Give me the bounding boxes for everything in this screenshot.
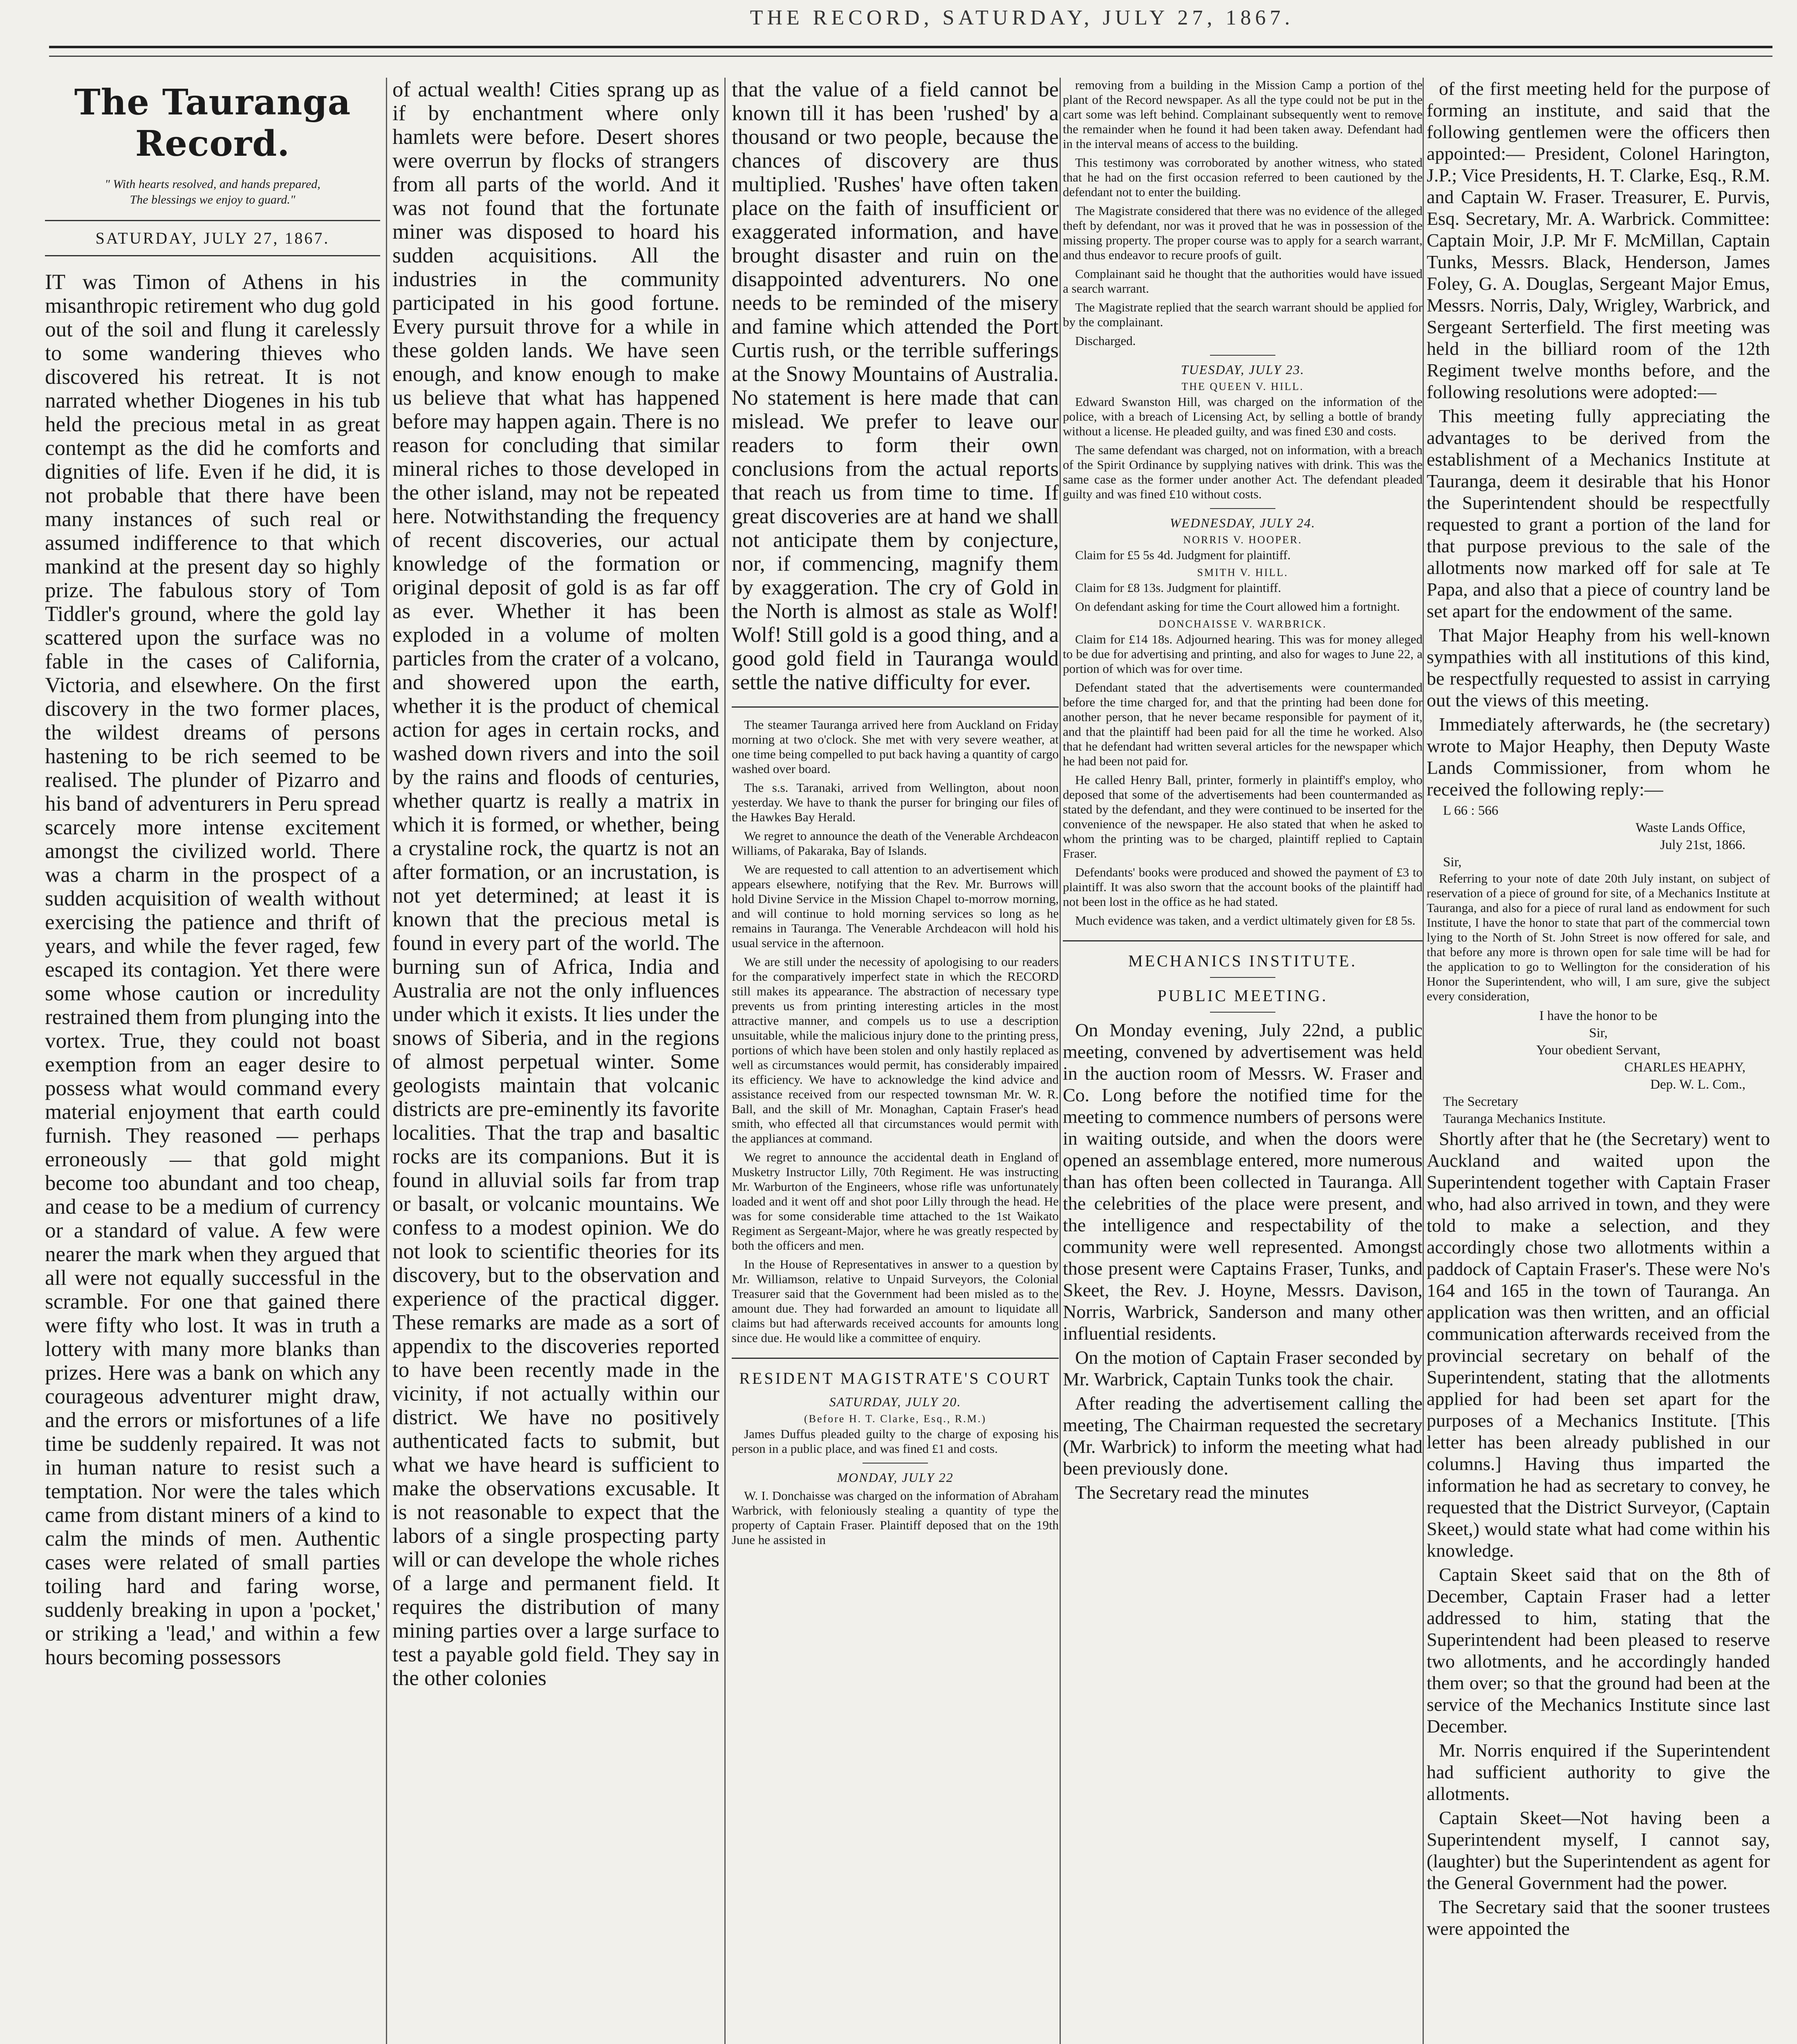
letter-sir: Sir, xyxy=(1589,1026,1608,1040)
court-paragraph: The Magistrate considered that there was no evidence of the alleged theft by defendant, nor was it proved that he was in possession of the missing property. The proper course was to apply for a search warrant, and thus endeavor to recure proofs of guilt. xyxy=(1063,204,1423,262)
case-title: SMITH V. HILL. xyxy=(1197,567,1288,578)
top-rule xyxy=(49,46,1772,57)
court-paragraph: Claim for £5 5s 4d. Judgment for plaintiff. xyxy=(1075,548,1291,562)
court-paragraph: Defendants' books were produced and showed the payment of £3 to plaintiff. It was also sworn that the account books of the plaintiff had not been lost in the office as he had stated. xyxy=(1063,865,1423,909)
news-item: We are requested to call attention to an advertisement which appears elsewhere, notifying that the Rev. Mr. Burrows will hold Divine Service in the Mission Chapel to-morrow morning, and will continue to hold morning services so long as he remains in Tauranga. The Venerable Archdeacon will hold his usual service in the afternoon. xyxy=(732,862,1059,950)
court-case: James Duffus pleaded guilty to the charge of exposing his person in a public place, and was fined £1 and costs. xyxy=(732,1427,1059,1456)
mechanics-heading: MECHANICS INSTITUTE. xyxy=(1128,952,1357,970)
news-item: In the House of Representatives in answer to a question by Mr. Williamson, relative to Unpaid Surveyors, the Colonial Treasurer said that the Government had been misled as to the amount due. They had forwarded an amount to liquidate all claims but had afterwards received accounts for amounts long since due. He would like a committee of enquiry. xyxy=(732,1257,1059,1345)
letter-date: July 21st, 1866. xyxy=(1660,838,1745,852)
court-date: SATURDAY, JULY 20. xyxy=(829,1394,961,1409)
section-rule xyxy=(732,1358,1059,1359)
editorial-paragraph: IT was Timon of Athens in his misanthropic retirement who dug gold out of the soil and flung it carelessly to some wandering thieves who discovered his retreat. It is not narrated whether Diogenes in his tub held the precious metal in as great contempt as the did he comforts and dignities of life. Even if he did, it is not probable that there have been many instances of such real or assumed indifference to that which mankind at the present day so highly prize. The fabulous story of Tom Tiddler's ground, where the gold lay scattered upon the surface was no fable in the cases of California, Victoria, and elsewhere. On the first discovery in the two former places, the wildest dreams of persons hastening to be rich seemed to be realised. The plunder of Pizarro and his band of adventurers in Peru spread scarcely more intense excitement amongst the civilized world. There was a charm in the prospect of a sudden acquisition of wealth without exercising the patience and thrift of years, and while the fever raged, few escaped its contagion. Yet there were some whose caution or incredulity restrained them from plunging into the vortex. True, they could not boast exemption from an eager desire to possess what would command every material enjoyment that earth could furnish. They reasoned — perhaps erroneously — that gold might become too abundant and too cheap, and cease to be a medium of currency or a standard of value. A few were nearer the mark when they argued that all were not equally successful in the scramble. For one that gained there were fifty who lost. It was in truth a lottery with many more blanks than prizes. Here was a bank on which any courageous adventurer might draw, and the errors or misfortunes of a life time be suddenly repaired. It was not in human nature to resist such a temptation. Nor were the tales which came from distant miners of a kind to calm the minds of men. Authentic cases were related of small parties toiling hard and faring worse, suddenly breaking in upon a 'pocket,' or striking a 'lead,' and within a few hours becoming possessors xyxy=(45,270,380,1669)
motto-line: The blessings we enjoy to guard." xyxy=(130,193,296,206)
court-paragraph: This testimony was corroborated by another witness, who stated that he had on the first occasion referred to been cautioned by the defendant not to enter the building. xyxy=(1063,155,1423,199)
court-paragraph: Claim for £8 13s. Judgment for plaintiff. xyxy=(1075,580,1281,595)
short-rule xyxy=(1210,977,1275,978)
court-paragraph: Claim for £14 18s. Adjourned hearing. This was for money alleged to be due for advertising and printing, and also for wages to June 22, a portion of which was for over time. xyxy=(1063,632,1423,676)
meeting-paragraph: Shortly after that he (the Secretary) went to Auckland and waited upon the Superintendent together with Captain Fraser who, had also arrived in town, and they were told to make a selection, and they accordingly chose two allotments within a paddock of Captain Fraser's. These were No's 164 and 165 in the town of Tauranga. An application was then written, and an official communication afterwards received from the provincial secretary on behalf of the Superintendent, stating that the allotments applied for had been set apart for the purposes of a Mechanics Institute. [This letter has been already published in our columns.] Having thus imparted the information he had as secretary to convey, he requested that the District Surveyor, (Captain Skeet,) would state what had come within his knowledge. xyxy=(1427,1128,1770,1561)
column-3 xyxy=(732,78,1059,1551)
motto-line: " With hearts resolved, and hands prepared, xyxy=(105,177,320,191)
letter-title: Dep. W. L. Com., xyxy=(1650,1077,1745,1092)
court-paragraph: On defendant asking for time the Court allowed him a fortnight. xyxy=(1075,599,1400,614)
meeting-paragraph: On the motion of Captain Fraser seconded by Mr. Warbrick, Captain Tunks took the chair. xyxy=(1063,1347,1423,1390)
news-item: The s.s. Taranaki, arrived from Wellington, about noon yesterday. We have to thank the purser for bringing our files of the Hawkes Bay Herald. xyxy=(732,780,1059,824)
letter-office: Waste Lands Office, xyxy=(1636,820,1745,835)
meeting-paragraph: On Monday evening, July 22nd, a public meeting, convened by advertisement was held in the auction room of Messrs. W. Fraser and Co. Long before the notified time for the meeting to commence numbers of persons were in waiting outside, and when the doors were opened an assemblage entered, more numerous than has often been collected in Tauranga. All the celebrities of the place were present, and the intelligence and respectability of the community were well represented. Amongst those present were Captains Fraser, Tunks, and Skeet, the Rev. J. Hoyne, Messrs. Davison, Norris, Warbrick, Sanderson and many other influential residents. xyxy=(1063,1020,1423,1344)
case-title: THE QUEEN V. HILL. xyxy=(1181,381,1304,392)
court-date: TUESDAY, JULY 23. xyxy=(1181,362,1305,377)
resolution-paragraph: This meeting fully appreciating the advantages to be derived from the establishment of a Mechanics Institute at Tauranga, deem it desirable that his Honor the Superintendent should be respectfully requested to grant a portion of the land for that purpose previous to the sale of the allotments now marked off for sale at Te Papa, and also that a piece of country land be set apart for the endowment of the same. xyxy=(1427,406,1770,621)
court-date: WEDNESDAY, JULY 24. xyxy=(1170,515,1316,530)
court-verdict: Discharged. xyxy=(1075,334,1136,348)
letter-servant: Your obedient Servant, xyxy=(1536,1043,1660,1058)
letter-close: I have the honor to be xyxy=(1539,1009,1658,1023)
court-heading: RESIDENT MAGISTRATE'S COURT xyxy=(739,1369,1051,1387)
short-rule xyxy=(1210,1012,1275,1013)
short-rule xyxy=(863,1463,928,1464)
column-5 xyxy=(1427,78,1770,1942)
letter-recipient: Tauranga Mechanics Institute. xyxy=(1443,1112,1606,1126)
meeting-paragraph: The Secretary read the minutes xyxy=(1075,1482,1309,1503)
news-item: The steamer Tauranga arrived here from Auckland on Friday morning at two o'clock. She met with very severe weather, at one time being compelled to put back having a quantity of cargo washed over board. xyxy=(732,717,1059,776)
resolution-paragraph: That Major Heaphy from his well-known sympathies with all institutions of this kind, be respectfully requested to assist in carrying out the views of this meeting. xyxy=(1427,625,1770,710)
column-2 xyxy=(392,78,719,1690)
meeting-paragraph: The Secretary said that the sooner trustees were appointed the xyxy=(1427,1896,1770,1939)
short-rule xyxy=(1210,355,1275,356)
masthead: The Tauranga Record. xyxy=(74,82,351,164)
column-1 xyxy=(45,78,380,1669)
public-meeting-heading: PUBLIC MEETING. xyxy=(1157,986,1328,1005)
meeting-paragraph: Immediately afterwards, he (the secretary) wrote to Major Heaphy, then Deputy Waste Lands Commissioner, from whom he received the following reply:— xyxy=(1427,714,1770,800)
court-paragraph: Complainant said he thought that the authorities would have issued a search warrant. xyxy=(1063,267,1423,296)
court-paragraph: He called Henry Ball, printer, formerly in plaintiff's employ, who deposed that some of the advertisements had been countermanded as stated by the defendant, and they were continued to be inserted for the convenience of the newspaper. He also stated that when he asked to whom the printing was to be charged, plaintiff replied to Captain Fraser. xyxy=(1063,773,1423,861)
running-head: THE RECORD, SATURDAY, JULY 27, 1867. xyxy=(750,6,1294,29)
news-item: We regret to announce the death of the Venerable Archdeacon Williams, of Pakaraka, Bay of Islands. xyxy=(732,829,1059,858)
meeting-paragraph: After reading the advertisement calling the meeting, The Chairman requested the secretary (Mr. Warbrick) to inform the meeting what had been previously done. xyxy=(1063,1393,1423,1479)
column-rule xyxy=(386,78,387,2044)
editorial-continued: of actual wealth! Cities sprang up as if by enchantment where only hamlets were before. Desert shores were overrun by flocks of strangers from all parts of the world. And it was not found that the fortunate miner was disposed to hoard his sudden acquisitions. All the industries in the community participated in his good fortune. Every pursuit throve for a while in these golden lands. We have seen enough, and know enough to make us believe that what has happened before may happen again. There is no reason for concluding that similar mineral riches to those developed in the other island, may not be repeated here. Notwithstanding the frequency of recent discoveries, our actual knowledge of the formation or original deposit of gold is as far off as ever. Whether it has been exploded in a volume of molten particles from the crater of a volcano, and showered upon the earth, whether it is the product of chemical action for ages in certain rocks, and washed down rivers and into the soil by the rains and floods of centuries, whether quartz is really a matrix in which it is formed, or whether, being a crystaline rock, the quartz is not an after formation, or an incrustation, is not yet determined; at least it is known that the precious metal is found in every part of the world. The burning sun of Africa, India and Australia are not the only influences under which it exists. It lies under the snows of Siberia, and in the regions of almost perpetual winter. Some geologists maintain that volcanic districts are pre-eminently its favorite localities. That the trap and basaltic rocks are its companions. But it is found in alluvial soils far from trap or basalt, or volcanic mountains. We confess to a modest opinion. We do not look to scientific theories for its discovery, but to the observation and experience of the practical digger. These remarks are made as a sort of appendix to the discoveries reported to have been recently made in the vicinity, if not actually within our district. We have no positively authenticated facts to submit, but what we have heard is sufficient to make the observations excusable. It is not reasonable to expect that the labors of a single prospecting party will or can develope the whole riches of a large and permanent field. It requires the distribution of many mining parties over a large surface to test a payable gold field. They say in the other colonies xyxy=(392,78,719,1690)
letter-reference: L 66 : 566 xyxy=(1443,803,1499,818)
letter-signature: CHARLES HEAPHY, xyxy=(1624,1060,1745,1075)
meeting-paragraph: Captain Skeet—Not having been a Superintendent myself, I cannot say, (laughter) but the Superintendent as agent for the General Government had the power. xyxy=(1427,1807,1770,1893)
dateline: SATURDAY, JULY 27, 1867. xyxy=(45,220,380,256)
court-paragraph: Much evidence was taken, and a verdict ultimately given for £8 5s. xyxy=(1075,913,1416,928)
editorial-conclusion: that the value of a field cannot be known till it has been 'rushed' by a thousand or two people, because the chances of discovery are thus multiplied. 'Rushes' have often taken place on the faith of insufficient or exaggerated information, and have brought disaster and ruin on the disappointed adventurers. No one needs to be reminded of the misery and famine which attended the Port Curtis rush, or the terrible sufferings at the Snowy Mountains of Australia. No statement is here made that can mislead. We prefer to leave our readers to form their own conclusions from the actual reports that reach us from time to time. If great discoveries are at hand we shall not anticipate them by conjecture, nor, if commencing, magnify them by exaggeration. The cry of Gold in the North is almost as stale as Wolf! Wolf! Still gold is a good thing, and a good gold field in Tauranga would settle the native difficulty for ever. xyxy=(732,78,1059,694)
court-paragraph: The Magistrate replied that the search warrant should be applied for by the complainant. xyxy=(1063,300,1423,329)
meeting-paragraph: of the first meeting held for the purpose of forming an institute, and said that the following gentlemen were the officers then appointed:— President, Colonel Harington, J.P.; Vice Presidents, H. T. Clarke, Esq., R.M. and Captain W. Fraser. Treasurer, E. Purvis, Esq. Secretary, Mr. A. Warbrick. Committee: Captain Moir, J.P. Mr F. McMillan, Captain Tunks, Messrs. Black, Henderson, James Foley, G. A. Douglas, Sergeant Major Emus, Messrs. Norris, Daly, Wrigley, Warbrick, and Sergeant Serterfield. The first meeting was held in the billiard room of the 12th Regiment twelve months before, and the following resolutions were adopted:— xyxy=(1427,78,1770,402)
court-paragraph: Defendant stated that the advertisements were countermanded before the time charged for, and that the printing had been done for another person, that he never became responsible for payment of it, and that the plaintiff had been paid for all the time he worked. Also that he defendant had written several articles for the newspaper which he had been not paid for. xyxy=(1063,680,1423,768)
meeting-paragraph: Mr. Norris enquired if the Superintendent had sufficient authority to give the allotments. xyxy=(1427,1740,1770,1804)
letter-recipient: The Secretary xyxy=(1443,1094,1519,1109)
court-paragraph: The same defendant was charged, not on information, with a breach of the Spirit Ordinance by supplying natives with drink. This was the same case as the former under another Act. The defendant pleaded guilty and was fined £10 without costs. xyxy=(1063,443,1423,501)
section-rule xyxy=(732,706,1059,708)
news-item: We are still under the necessity of apologising to our readers for the comparatively imperfect state in which the RECORD still makes its appearance. The abstraction of necessary type prevents us from printing interesting articles in the most attractive manner, and compels us to use a description unsuitable, while the malicious injury done to the printing press, portions of which have been stolen and only hastily replaced as well as circumstances would permit, has considerably impaired its efficiency. We have to acknowledge the kind advice and assistance received from our respected townsman Mr. W. R. Ball, and the skill of Mr. Monaghan, Captain Fraser's head smith, who effected all that circumstances would permit with the appliances at command. xyxy=(732,955,1059,1145)
short-rule xyxy=(1210,508,1275,509)
case-title: NORRIS V. HOOPER. xyxy=(1183,534,1302,546)
news-item: We regret to announce the accidental death in England of Musketry Instructor Lilly, 70th Regiment. He was instructing Mr. Warburton of the Engineers, whose rifle was unfortunately loaded and it went off and shot poor Lilly through the head. He was for some considerable time attached to the 1st Waikato Regiment as Sergeant-Major, where he was greatly respected by both the officers and men. xyxy=(732,1150,1059,1253)
letter-body: Referring to your note of date 20th July instant, on subject of reservation of a piece of ground for site, of a Mechanics Institute at Tauranga, and also for a piece of rural land as endowment for such Institute, I have the honor to state that part of the commercial town lying to the North of St. John Street is now offered for sale, and that before any more is thrown open for sale time will be had for the application to go to Wellington for the consideration of his Honor the Superintendent, who will, I am sure, give the subject every consideration, xyxy=(1427,871,1770,1003)
letter-salutation: Sir, xyxy=(1443,855,1462,870)
case-title: DONCHAISSE V. WARBRICK. xyxy=(1158,618,1327,630)
column-rule xyxy=(1423,78,1424,2044)
court-paragraph: Edward Swanston Hill, was charged on the information of the police, with a breach of Licensing Act, by selling a bottle of brandy without a license. He pleaded guilty, and was fined £30 and costs. xyxy=(1063,394,1423,438)
court-before: (Before H. T. Clarke, Esq., R.M.) xyxy=(804,1413,987,1425)
column-rule xyxy=(724,78,726,2044)
section-rule xyxy=(1063,940,1423,941)
court-paragraph: removing from a building in the Mission Camp a portion of the plant of the Record newspaper. As all the type could not be put in the cart some was left behind. Complainant subsequently went to remove the remainder when he found it had been taken away. Defendant had in the interval means of access to the building. xyxy=(1063,78,1423,151)
court-case: W. I. Donchaisse was charged on the information of Abraham Warbrick, with feloniously stealing a quantity of type the property of Captain Fraser. Plaintiff deposed that on the 19th June he assisted in xyxy=(732,1488,1059,1547)
column-rule xyxy=(1060,78,1061,2044)
meeting-paragraph: Captain Skeet said that on the 8th of December, Captain Fraser had a letter addressed to him, stating that the Superintendent had been pleased to reserve two allotments, and he accordingly handed them over; so that the ground had been at the service of the Mechanics Institute since last December. xyxy=(1427,1564,1770,1737)
column-4 xyxy=(1063,78,1423,1506)
motto xyxy=(45,177,380,208)
court-date: MONDAY, JULY 22 xyxy=(837,1470,954,1485)
